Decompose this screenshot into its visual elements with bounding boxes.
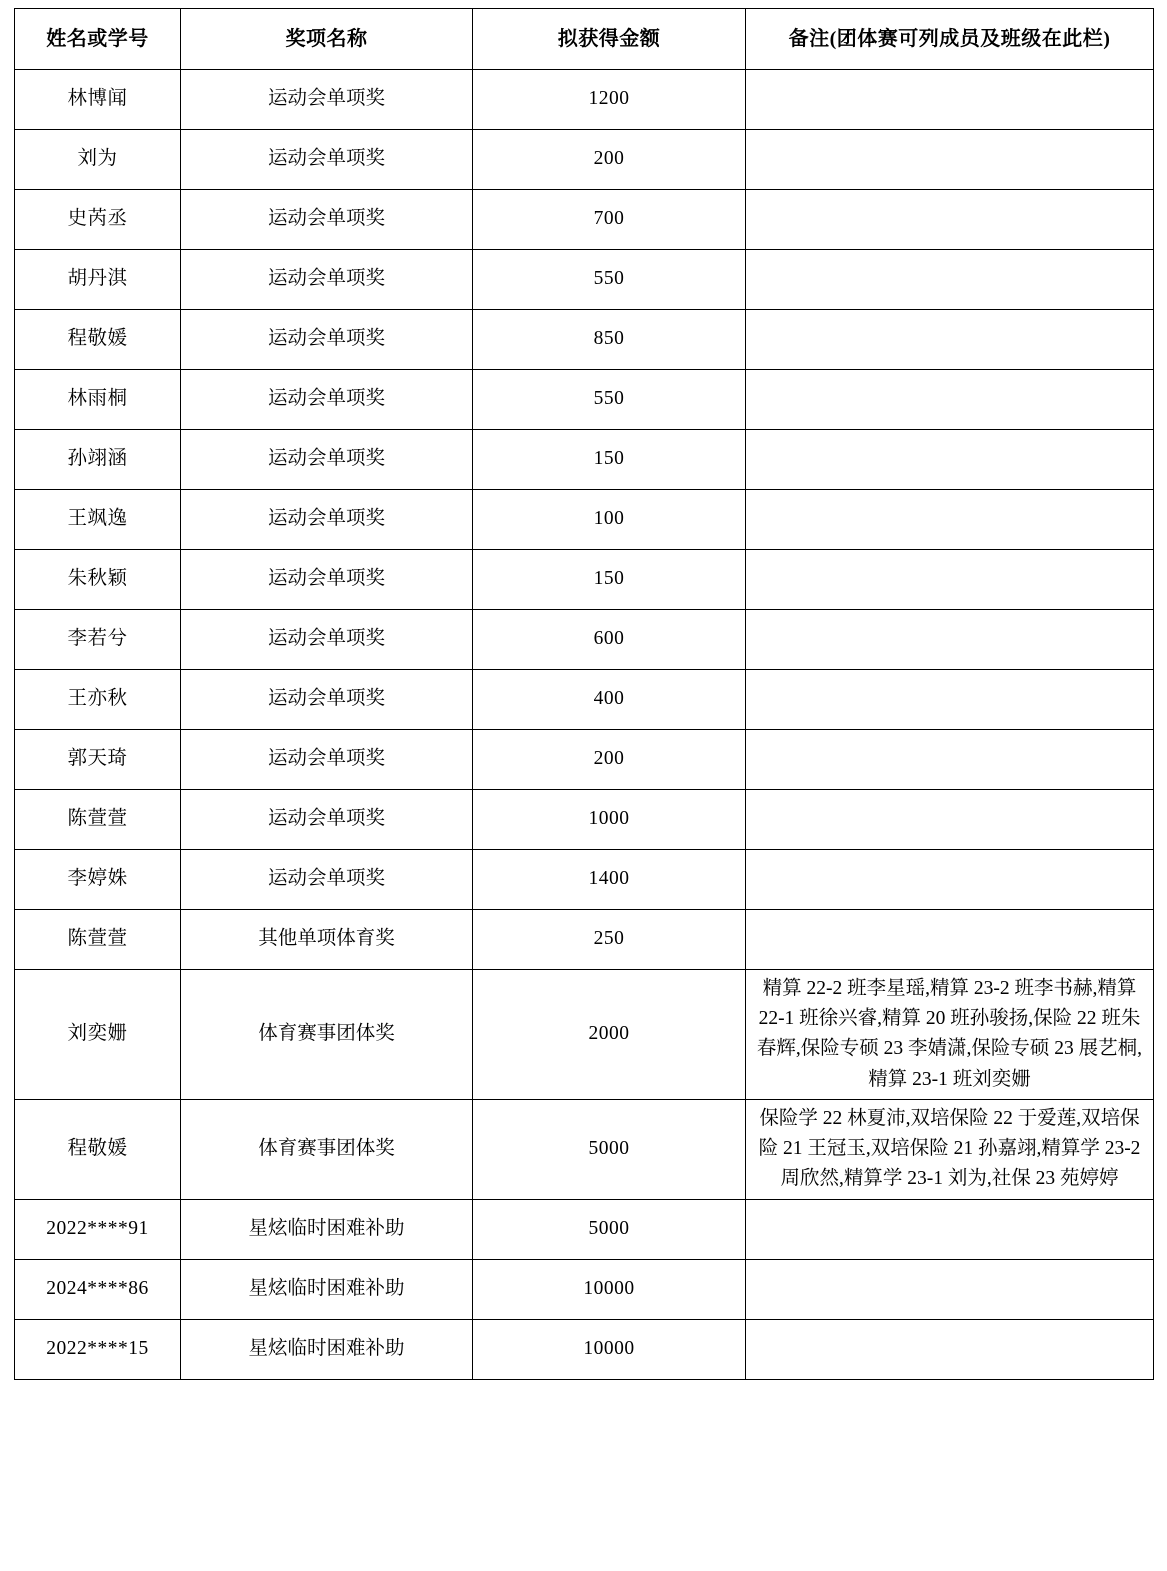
cell-award: 运动会单项奖 xyxy=(181,70,473,130)
cell-award: 运动会单项奖 xyxy=(181,250,473,310)
table-row xyxy=(15,70,1154,130)
cell-note xyxy=(746,1259,1154,1319)
table-row xyxy=(15,310,1154,370)
cell-amount: 850 xyxy=(473,310,746,370)
cell-note xyxy=(746,790,1154,850)
cell-award: 运动会单项奖 xyxy=(181,730,473,790)
cell-name: 史芮丞 xyxy=(15,190,181,250)
cell-amount: 150 xyxy=(473,430,746,490)
cell-award: 星炫临时困难补助 xyxy=(181,1199,473,1259)
cell-note xyxy=(746,130,1154,190)
cell-note xyxy=(746,430,1154,490)
cell-name: 陈萱萱 xyxy=(15,790,181,850)
cell-award: 运动会单项奖 xyxy=(181,310,473,370)
cell-amount: 1200 xyxy=(473,70,746,130)
cell-award: 星炫临时困难补助 xyxy=(181,1259,473,1319)
cell-amount: 200 xyxy=(473,130,746,190)
cell-note xyxy=(746,490,1154,550)
cell-award: 运动会单项奖 xyxy=(181,430,473,490)
table-row xyxy=(15,550,1154,610)
table-row xyxy=(15,1099,1154,1199)
table-row xyxy=(15,1259,1154,1319)
cell-note: 保险学 22 林夏沛,双培保险 22 于爱莲,双培保险 21 王冠玉,双培保险 21 孙嘉翊,精算学 23-2 周欣然,精算学 23-1 刘为,社保 23 苑婷婷 xyxy=(746,1099,1154,1199)
table-row xyxy=(15,850,1154,910)
cell-name: 程敬媛 xyxy=(15,310,181,370)
cell-award: 体育赛事团体奖 xyxy=(181,1099,473,1199)
cell-amount: 5000 xyxy=(473,1199,746,1259)
cell-name: 朱秋颖 xyxy=(15,550,181,610)
cell-note xyxy=(746,670,1154,730)
table-row xyxy=(15,610,1154,670)
cell-amount: 250 xyxy=(473,910,746,970)
table-row xyxy=(15,490,1154,550)
cell-award: 运动会单项奖 xyxy=(181,190,473,250)
cell-note xyxy=(746,70,1154,130)
cell-note xyxy=(746,850,1154,910)
cell-note xyxy=(746,190,1154,250)
table-row xyxy=(15,130,1154,190)
table-row xyxy=(15,910,1154,970)
cell-award: 体育赛事团体奖 xyxy=(181,970,473,1100)
cell-amount: 1400 xyxy=(473,850,746,910)
cell-amount: 1000 xyxy=(473,790,746,850)
cell-award: 运动会单项奖 xyxy=(181,610,473,670)
cell-award: 运动会单项奖 xyxy=(181,790,473,850)
cell-award: 运动会单项奖 xyxy=(181,670,473,730)
table-row xyxy=(15,430,1154,490)
cell-note xyxy=(746,610,1154,670)
table-header-row xyxy=(15,9,1154,70)
cell-name: 胡丹淇 xyxy=(15,250,181,310)
table-row xyxy=(15,970,1154,1100)
cell-award: 星炫临时困难补助 xyxy=(181,1319,473,1379)
cell-note xyxy=(746,370,1154,430)
cell-name: 郭天琦 xyxy=(15,730,181,790)
cell-award: 其他单项体育奖 xyxy=(181,910,473,970)
table-row xyxy=(15,250,1154,310)
cell-name: 孙翊涵 xyxy=(15,430,181,490)
cell-name: 刘为 xyxy=(15,130,181,190)
cell-name: 王亦秋 xyxy=(15,670,181,730)
cell-name: 2022****15 xyxy=(15,1319,181,1379)
cell-name: 2022****91 xyxy=(15,1199,181,1259)
cell-amount: 200 xyxy=(473,730,746,790)
cell-amount: 10000 xyxy=(473,1259,746,1319)
cell-amount: 700 xyxy=(473,190,746,250)
cell-award: 运动会单项奖 xyxy=(181,490,473,550)
table-header xyxy=(15,9,1154,70)
table-row xyxy=(15,730,1154,790)
table-row xyxy=(15,1199,1154,1259)
table-row xyxy=(15,670,1154,730)
cell-award: 运动会单项奖 xyxy=(181,550,473,610)
column-header-note: 备注(团体赛可列成员及班级在此栏) xyxy=(746,9,1154,70)
table-row xyxy=(15,190,1154,250)
cell-award: 运动会单项奖 xyxy=(181,130,473,190)
cell-amount: 150 xyxy=(473,550,746,610)
cell-award: 运动会单项奖 xyxy=(181,370,473,430)
cell-amount: 550 xyxy=(473,250,746,310)
cell-note xyxy=(746,250,1154,310)
cell-note xyxy=(746,1199,1154,1259)
table-row xyxy=(15,790,1154,850)
cell-name: 陈萱萱 xyxy=(15,910,181,970)
cell-name: 李婷姝 xyxy=(15,850,181,910)
cell-name: 李若兮 xyxy=(15,610,181,670)
cell-amount: 2000 xyxy=(473,970,746,1100)
cell-note xyxy=(746,310,1154,370)
table-row xyxy=(15,1319,1154,1379)
cell-note xyxy=(746,910,1154,970)
cell-note xyxy=(746,550,1154,610)
cell-note: 精算 22-2 班李星瑶,精算 23-2 班李书赫,精算 22-1 班徐兴睿,精算 20 班孙骏扬,保险 22 班朱春辉,保险专硕 23 李婧潇,保险专硕 23 展艺桐,精算 23-1 班刘奕姗 xyxy=(746,970,1154,1100)
table-body xyxy=(15,70,1154,1380)
award-table xyxy=(14,8,1154,1380)
column-header-award: 奖项名称 xyxy=(181,9,473,70)
table-row xyxy=(15,370,1154,430)
cell-name: 林雨桐 xyxy=(15,370,181,430)
cell-name: 2024****86 xyxy=(15,1259,181,1319)
cell-amount: 550 xyxy=(473,370,746,430)
cell-amount: 600 xyxy=(473,610,746,670)
cell-note xyxy=(746,1319,1154,1379)
cell-name: 王飒逸 xyxy=(15,490,181,550)
cell-name: 程敬媛 xyxy=(15,1099,181,1199)
column-header-name: 姓名或学号 xyxy=(15,9,181,70)
cell-amount: 400 xyxy=(473,670,746,730)
cell-amount: 100 xyxy=(473,490,746,550)
column-header-amount: 拟获得金额 xyxy=(473,9,746,70)
cell-amount: 5000 xyxy=(473,1099,746,1199)
cell-name: 林博闻 xyxy=(15,70,181,130)
cell-award: 运动会单项奖 xyxy=(181,850,473,910)
cell-amount: 10000 xyxy=(473,1319,746,1379)
cell-name: 刘奕姗 xyxy=(15,970,181,1100)
cell-note xyxy=(746,730,1154,790)
